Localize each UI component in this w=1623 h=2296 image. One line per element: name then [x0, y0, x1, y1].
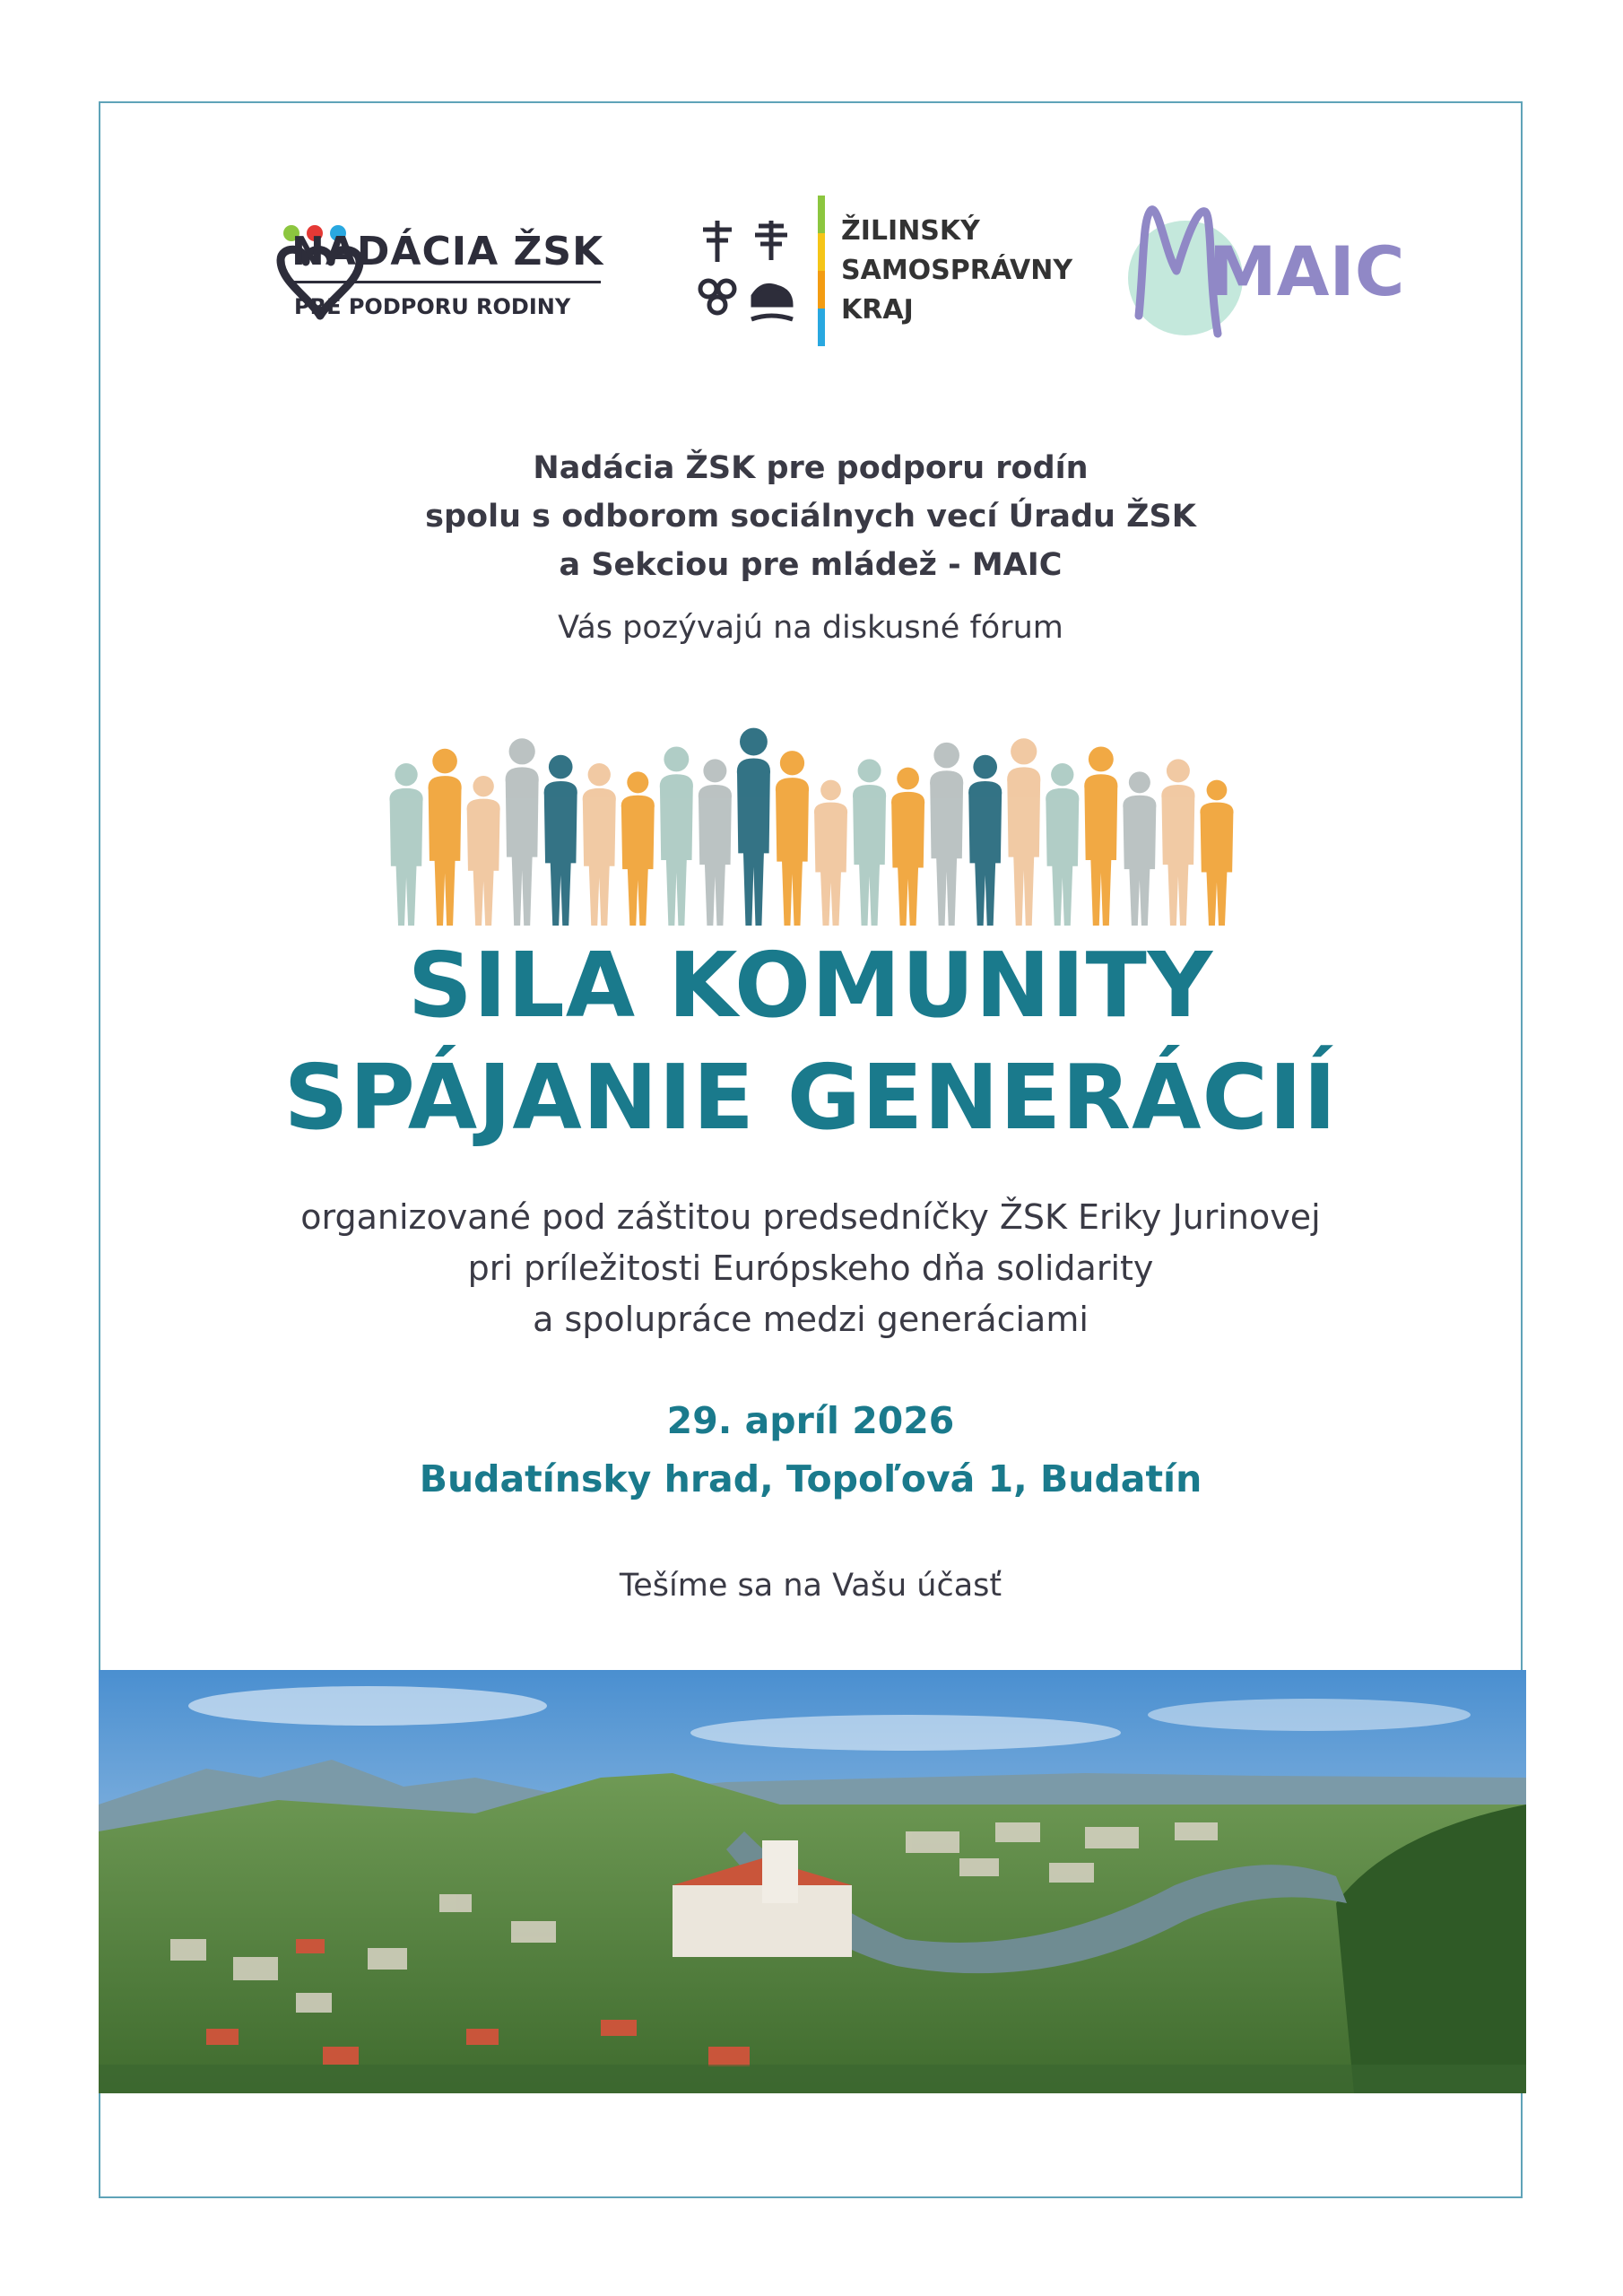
person-silhouette — [1046, 763, 1079, 926]
person-silhouette — [583, 763, 616, 926]
people-silhouettes-illustration — [368, 718, 1255, 926]
person-silhouette — [544, 755, 577, 926]
person-silhouette — [660, 746, 693, 926]
person-silhouette — [1084, 746, 1117, 926]
zsk-logo-line2: SAMOSPRÁVNY — [841, 255, 1073, 286]
person-silhouette — [776, 751, 809, 926]
person-silhouette — [1200, 780, 1233, 926]
headline-line-2: SPÁJANIE GENERÁCIÍ — [283, 1045, 1338, 1150]
zsk-logo-line3: KRAJ — [841, 294, 914, 326]
event-location: Budatínsky hrad, Topoľová 1, Budatín — [419, 1457, 1202, 1500]
person-silhouette — [506, 738, 539, 926]
person-silhouette — [429, 749, 462, 926]
nadacia-logo-rule — [291, 281, 601, 283]
person-silhouette — [737, 728, 770, 926]
event-date: 29. apríl 2026 — [666, 1399, 955, 1442]
description-line-1: organizované pod záštitou predsedníčky ŽSK Eriky Jurinovej — [300, 1197, 1321, 1237]
person-silhouette — [930, 743, 963, 926]
closing-text: Tešíme sa na Vašu účasť — [619, 1568, 1002, 1604]
person-silhouette — [814, 780, 847, 926]
person-silhouette — [891, 768, 924, 926]
person-silhouette — [389, 763, 422, 926]
intro-line-3: a Sekciou pre mládež - MAIC — [559, 547, 1063, 583]
person-silhouette — [1123, 771, 1156, 926]
person-silhouette — [699, 759, 732, 926]
nadacia-logo-subtitle: PRE PODPORU RODINY — [294, 294, 571, 319]
description-line-2: pri príležitosti Európskeho dňa solidarity — [467, 1248, 1154, 1288]
person-silhouette — [1007, 738, 1040, 926]
person-silhouette — [621, 771, 655, 926]
intro-line-2: spolu s odborom sociálnych vecí Úradu ŽSK — [425, 499, 1196, 535]
description-line-3: a spolupráce medzi generáciami — [533, 1300, 1089, 1339]
intro-line-1: Nadácia ŽSK pre podporu rodín — [533, 450, 1089, 486]
maic-logo-text: MAIC — [1209, 231, 1405, 311]
nadacia-logo-title: NADÁCIA ŽSK — [291, 229, 604, 274]
person-silhouette — [853, 759, 886, 926]
invite-text: Vás pozývajú na diskusné fórum — [558, 610, 1063, 646]
headline-line-1: SILA KOMUNITY — [407, 933, 1214, 1038]
landscape-photo — [99, 1670, 1526, 2093]
zsk-color-bar — [818, 196, 825, 346]
person-silhouette — [968, 755, 1002, 926]
person-silhouette — [1161, 759, 1194, 926]
coat-of-arms-icon — [690, 215, 807, 332]
person-silhouette — [467, 776, 500, 926]
zsk-logo-line1: ŽILINSKÝ — [841, 215, 980, 247]
